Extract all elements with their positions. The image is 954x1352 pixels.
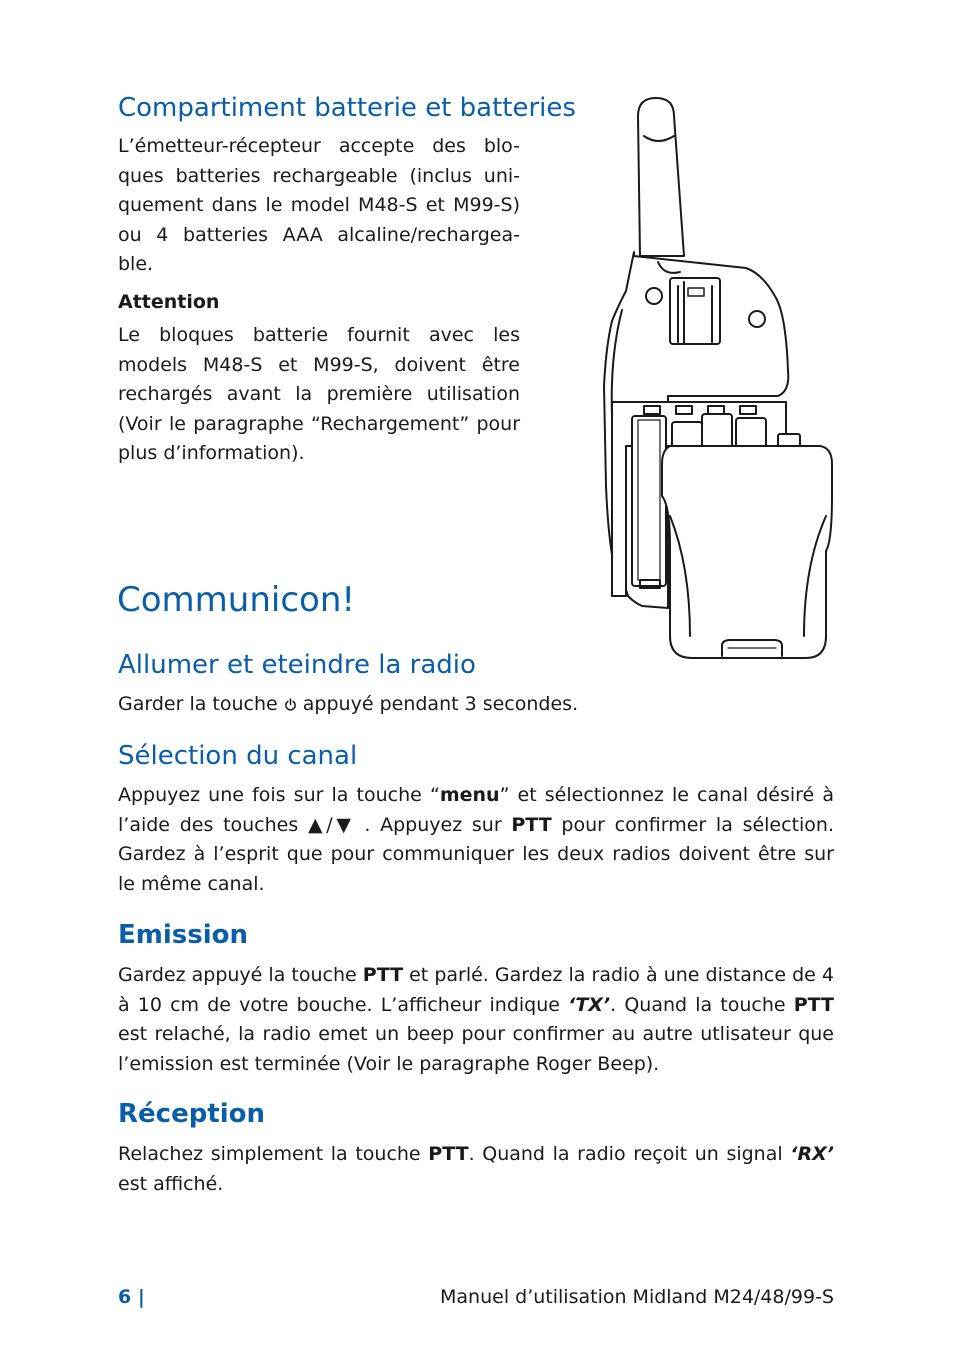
- battery-body: L’émetteur-récepteur accepte des blo-ques batteries rechargeable (inclus uni-quement dans le model M48-S et M99-S) ou 4 batteries AAA alcaline/rechargea-ble.: [118, 135, 520, 275]
- reception-body: Relachez simplement la touche PTT. Quand la radio reçoit un signal ‘RX’ est affiché.: [118, 1143, 834, 1195]
- radio-battery-illustration: [598, 96, 838, 664]
- attention-label: Attention: [118, 291, 220, 313]
- page-number: 6 |: [118, 1286, 145, 1308]
- power-heading: Allumer et eteindre la radio: [118, 650, 476, 680]
- channel-heading: Sélection du canal: [118, 741, 358, 771]
- emission-heading: Emission: [118, 920, 248, 950]
- channel-body: Appuyez une fois sur la touche “menu” et sélectionnez le canal désiré à l’aide des touches ▲/▼ . Appuyez sur PTT pour confirmer la sélection. Gardez à l’esprit que pour communiquer les deux radios doivent être sur le même canal.: [118, 784, 835, 895]
- attention-body: Le bloques batterie fournit avec les models M48-S et M99-S, doivent être rechargés avant la première utilisation (Voir le paragraphe “Rechargement” pour plus d’information).: [118, 324, 520, 464]
- reception-heading: Réception: [118, 1099, 266, 1129]
- up-down-arrows-icon: ▲/▼: [307, 813, 355, 836]
- power-body: Garder la touche appuyé pendant 3 secondes.: [118, 693, 579, 715]
- main-heading: Communicon!: [117, 580, 355, 620]
- footer-title: Manuel d’utilisation Midland M24/48/99-S: [440, 1286, 834, 1308]
- power-icon: [284, 698, 297, 711]
- emission-body: Gardez appuyé la touche PTT et parlé. Gardez la radio à une distance de 4 à 10 cm de votre bouche. L’afficheur indique ‘TX’. Quand la touche PTT est relaché, la radio emet un beep pour confirmer au autre utlisateur que l’emission est terminée (Voir le paragraphe Roger Beep).: [118, 964, 835, 1075]
- battery-heading: Compartiment batterie et batteries: [118, 93, 576, 123]
